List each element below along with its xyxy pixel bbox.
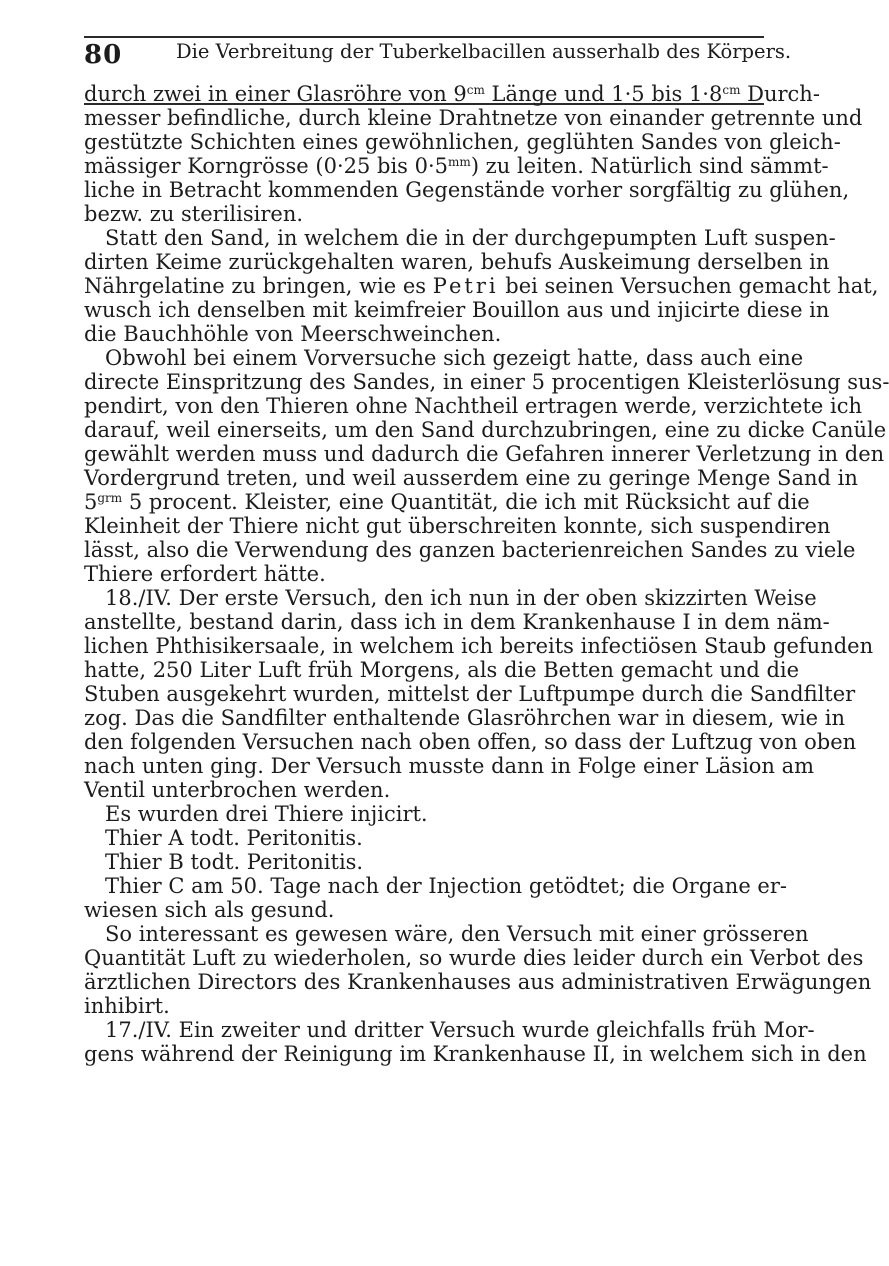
text-line [84,490,810,514]
text-segment: anstellte, bestand darin, dass ich in dem Krankenhause I in dem näm- [84,610,830,634]
text-line [84,514,831,538]
text-line [84,586,817,610]
text-line [84,106,863,130]
text-segment: ärztlichen Directors des Krankenhauses aus administrativen Erwägungen [84,970,872,994]
text-segment: So interessant es gewesen wäre, den Versuch mit einer grösseren [105,922,809,946]
text-segment: Thier B todt. Peritonitis. [105,850,364,874]
text-segment: Länge und 1·5 bis 1·8 [484,82,723,106]
text-line [84,874,787,898]
text-line [84,538,856,562]
text-line [84,298,830,322]
text-line [84,154,829,178]
text-segment: liche in Betracht kommenden Gegenstände vorher sorgfältig zu glühen, [84,178,850,202]
text-line [84,922,809,946]
text-segment: Statt den Sand, in welchem die in der durchgepumpten Luft suspen- [105,226,836,250]
text-line [84,898,764,922]
author-name-spaced: Petri [432,274,499,298]
text-line [84,730,857,754]
text-segment: wusch ich denselben mit keimfreier Bouillon aus und injicirte diese in [84,298,830,322]
text-segment: 18./IV. Der erste Versuch, den ich nun in der oben skizzirten Weise [105,586,817,610]
text-segment: 5 procent. Kleister, eine Quantität, die ich mit Rücksicht auf die [122,490,810,514]
text-line [84,274,879,298]
text-segment: wiesen sich als gesund. [84,898,335,922]
text-segment: hatte, 250 Liter Luft früh Morgens, als die Betten gemacht und die [84,658,800,682]
text-line [84,346,804,370]
text-line [84,178,850,202]
text-line [84,802,764,826]
text-line [84,322,764,346]
text-line [84,826,764,850]
unit-superscript: cm [466,83,485,97]
text-line [84,394,862,418]
text-line [84,130,841,154]
text-line [84,250,830,274]
text-line [84,418,887,442]
text-segment: Stuben ausgekehrt wurden, mittelst der Luftpumpe durch die Sandfilter [84,682,856,706]
text-segment: gens während der Reinigung im Krankenhause II, in welchem sich in den [84,1042,867,1066]
text-line [84,202,764,226]
text-segment: lichen Phthisikersaale, in welchem ich bereits infectiösen Staub gefunden [84,634,874,658]
text-segment: Thier A todt. Peritonitis. [105,826,363,850]
text-line [84,1018,815,1042]
text-line [84,778,764,802]
text-segment: Thiere erfordert hätte. [84,562,326,586]
unit-superscript: grm [97,491,123,505]
header-rule-top [84,36,764,38]
text-segment: Nährgelatine zu bringen, wie es [84,274,433,298]
body-text [84,82,889,1066]
text-line [84,226,836,250]
text-line [84,994,764,1018]
text-segment: bei seinen Versuchen gemacht hat, [498,274,879,298]
text-segment: Vordergrund treten, und weil ausserdem eine zu geringe Menge Sand in [84,466,858,490]
text-segment: Durch- [740,82,820,106]
text-segment: bezw. zu sterilisiren. [84,202,304,226]
text-line [84,658,800,682]
text-line [84,946,864,970]
text-line [84,370,889,394]
text-segment: darauf, weil einerseits, um den Sand durchzubringen, eine zu dicke Canüle [84,418,887,442]
text-segment: ) zu leiten. Natürlich sind sämmt- [470,154,829,178]
text-line [84,970,872,994]
text-segment: durch zwei in einer Glasröhre von 9 [84,82,467,106]
text-segment: inhibirt. [84,994,170,1018]
text-segment: Kleinheit der Thiere nicht gut überschreiten konnte, sich suspendiren [84,514,831,538]
text-segment: gewählt werden muss und dadurch die Gefahren innerer Verletzung in den [84,442,885,466]
text-segment: Quantität Luft zu wiederholen, so wurde dies leider durch ein Verbot des [84,946,864,970]
text-segment: Thier C am 50. Tage nach der Injection getödtet; die Organe er- [105,874,787,898]
text-line [84,634,874,658]
text-line [84,850,764,874]
text-line [84,82,820,106]
page-header [0,28,800,68]
text-segment: 17./IV. Ein zweiter und dritter Versuch wurde gleichfalls früh Mor- [105,1018,815,1042]
text-line [84,442,885,466]
text-line [84,682,856,706]
text-line [84,466,858,490]
unit-superscript: mm [448,155,471,169]
text-line [84,1042,867,1066]
text-segment: gestützte Schichten eines gewöhnlichen, geglühten Sandes von gleich- [84,130,841,154]
text-segment: 5 [84,490,98,514]
text-segment: Obwohl bei einem Vorversuche sich gezeigt hatte, dass auch eine [105,346,804,370]
page-number: 80 [84,40,123,70]
text-segment: den folgenden Versuchen nach oben offen, so dass der Luftzug von oben [84,730,857,754]
text-segment: zog. Das die Sandfilter enthaltende Glasröhrchen war in diesem, wie in [84,706,846,730]
text-line [84,610,830,634]
text-segment: messer befindliche, durch kleine Drahtnetze von einander getrennte und [84,106,863,130]
running-title: Die Verbreitung der Tuberkelbacillen ausserhalb des Körpers. [176,40,792,63]
unit-superscript: cm [722,83,741,97]
text-segment: pendirt, von den Thieren ohne Nachtheil ertragen werde, verzichtete ich [84,394,862,418]
text-line [84,706,846,730]
text-segment: nach unten ging. Der Versuch musste dann in Folge einer Läsion am [84,754,815,778]
text-segment: Es wurden drei Thiere injicirt. [105,802,428,826]
text-segment: dirten Keime zurückgehalten waren, behufs Auskeimung derselben in [84,250,830,274]
text-segment: Ventil unterbrochen werden. [84,778,391,802]
text-segment: lässt, also die Verwendung des ganzen bacterienreichen Sandes zu viele [84,538,856,562]
text-line [84,562,764,586]
text-segment: directe Einspritzung des Sandes, in einer 5 procentigen Kleisterlösung sus- [84,370,889,394]
text-segment: mässiger Korngrösse (0·25 bis 0·5 [84,154,449,178]
text-segment: die Bauchhöhle von Meerschweinchen. [84,322,502,346]
text-line [84,754,815,778]
